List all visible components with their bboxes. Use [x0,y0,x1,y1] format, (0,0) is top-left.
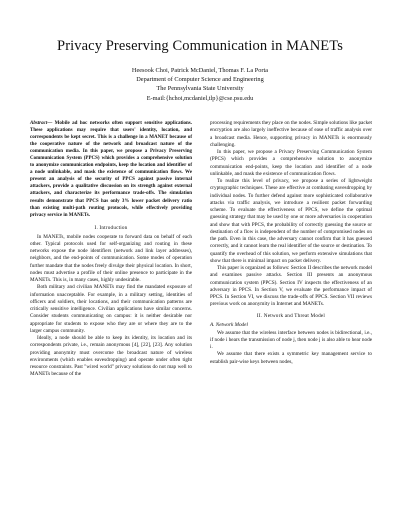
subsection-heading-network-model: A. Network Model [210,321,248,328]
paragraph: processing requirements they place on the nodes. Simple solutions like packet encryption are also largely ineffective because of ease of traffic analysis over a broadcast media. Hence, supporting privacy in MANETs is enormously challenging. [210,120,372,148]
author-email: E-mail:{hchoi,mcdaniel,tlp}@cse.psu.edu [146,94,254,102]
paragraph: We assume that there exists a symmetric key management service to establish pair-wise keys between nodes, [210,351,372,365]
paragraph: We assume that the wireless interface between nodes is bidirectional, i.e., if node i hears the transmission of node j, then node j is also able to hear node i. [210,329,372,350]
paragraph: In MANETs, mobile nodes cooperate to forward data on behalf of each other. Typical protocols used for self-organizing and routing in these networks expose the node identifiers (network and link layer addresses), neighbors, and the end-points of communication. Some modes of operation further mandate that the nodes freely divulge their physical location. In short, nodes must advertise a profile of their online presence to participate in the MANETs. This is, in many cases, highly undesirable. [30,233,192,284]
paper-title: Privacy Preserving Communication in MANETs [57,38,343,54]
paragraph: This paper is organized as follows: Section II describes the network model and examines passive attacks. Section III presents an anonymous communication system (PPCS). Section IV inspects the effectiveness of an adversary in PPCS. In Section V, we evaluate the performance impact of PPCS. In Section VI, we discuss the trade-offs of PPCS. Section VII reviews previous work on anonymity in Internet and MANETs. [210,265,372,308]
right-column [210,120,372,366]
abstract [30,120,192,219]
author-block [0,66,400,103]
abstract-text: — Mobile ad hoc networks often support sensitive applications. These applications may require that users' identity, location, and correspondents be kept secret. This is a challenge in a MANET because of the cooperative nature of the network and broadcast nature of the communication media. In this paper, we propose a Privacy Preserving Communication System (PPCS) which provides a comprehensive solution to anonymize communication endpoints, keep the location and identifier of a node unlinkable, and mask the existence of communication flows. We present an analysis of the security of PPCS against passive internal attackers, provide a qualitative discussion on its strength against external attackers, and characterize its performance trade-offs. The simulation results demonstrate that PPCS has only 3% lower packet delivery ratio than existing multi-path routing protocols, while effectively providing privacy service in MANETs. [30,121,192,218]
paragraph: Both military and civilian MANETs may find the mandated exposure of information unacceptable. For example, in a military setting, identities of officers and soldiers, their locations, and their communication patterns are critically sensitive intelligence. Civilian applications have similar concerns. Consider students communicating on campus: it is neither desirable nor appropriate for students to expose who they are or where they are to the larger campus community. [30,284,192,334]
paragraph: In this paper, we propose a Privacy Preserving Communication System (PPCS) which provides a comprehensive solution to anonymize communication end-points, keep the location and identifier of a node unlinkable, and mask the existence of communication flows. [210,149,372,177]
author-names: Heesook Choi, Patrick McDaniel, Thomas F. La Porta [131,67,269,74]
abstract-label: Abstract [30,121,48,126]
paragraph: Ideally, a node should be able to keep its identity, its location and its correspondents private, i.e., remain anonymous [4], [22], [23]. Any solution providing anonymity must overcome the broadcast nature of wireless environments (which enables eavesdropping) and operate under often tight resource constraints. Past "wired world" privacy solutions do not map well to MANETs because of the [30,335,192,378]
section-heading-network-threat-model: II. Network and Threat Model [256,312,326,319]
left-column [30,120,192,379]
section-heading-introduction: I. Introduction [94,224,128,231]
author-university: The Pennsylvania State University [156,85,244,93]
paragraph: To realize this level of privacy, we propose a series of lightweight cryptographic techniques. These are effective at combating eavesdropping by individual nodes. To further defend against more sophisticated collaborative attacks via traffic analysis, we introduce a resilient packet forwarding scheme. To evaluate the effectiveness of PPCS, we define the optimal guessing strategy that may be used by one or more adversaries in cooperation and show that with PPCS, the probability of correctly guessing the source or destination of a flow is independent of the number of compromised nodes on the path. Even in this case, the adversary cannot confirm that it has guessed correctly, and it cannot learn the real identifier of the source or destination. To quantify the overhead of this solution, we perform extensive simulations that show that there is minimal impact on packet delivery. [210,178,372,264]
author-department: Department of Computer Science and Engineering [136,76,264,84]
